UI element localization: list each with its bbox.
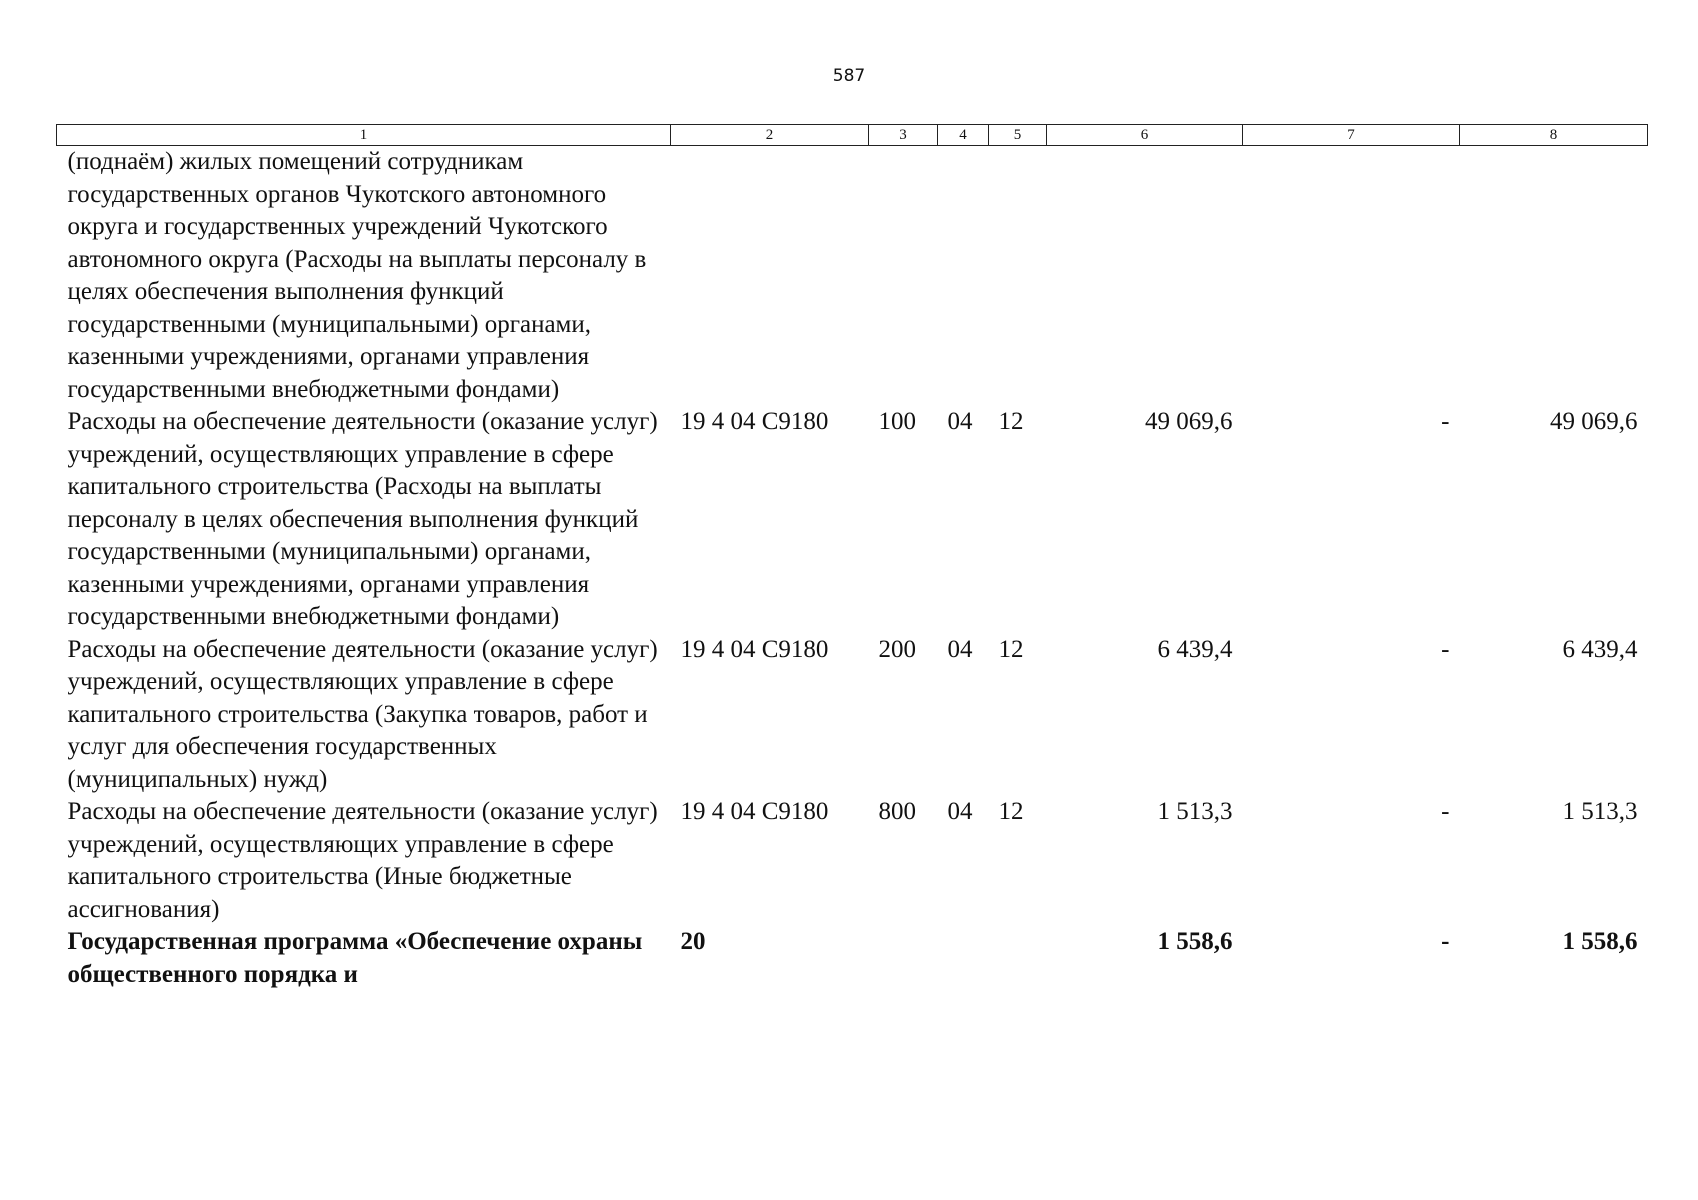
- section-cell: 04: [947, 635, 973, 663]
- change-cell: -: [1441, 635, 1450, 663]
- column-number-row: [57, 125, 1648, 146]
- total-cell: 1 558,6: [1562, 928, 1638, 955]
- expense-type-cell: [869, 926, 938, 991]
- column-number-header: 3: [869, 125, 938, 146]
- expense-type-cell: 100: [878, 408, 916, 435]
- column-number-header: 4: [938, 125, 989, 146]
- table-row-program: [57, 926, 1648, 991]
- table-row: [57, 634, 1648, 797]
- target-code-cell: [671, 146, 869, 407]
- budget-table: [56, 124, 1648, 991]
- table-row: [57, 796, 1648, 926]
- change-cell: -: [1441, 408, 1450, 435]
- target-code-cell: 19 4 04 С9180: [680, 798, 829, 825]
- expense-name-cell: Расходы на обеспечение деятельности (оказание услуг) учреждений, осуществляющих управление в сфере капитального строительства (Расходы на выплаты персоналу в целях обеспечения выполнения функций государственными (муниципальными) органами, казенными учреждениями, органами управления государственными внебюджетными фондами): [67, 408, 658, 630]
- amount-cell: 49 069,6: [1145, 408, 1233, 435]
- target-code-cell: 19 4 04 С9180: [680, 635, 829, 663]
- subsection-cell: 12: [998, 408, 1024, 435]
- total-cell: [1460, 146, 1648, 407]
- column-number-header: 7: [1243, 125, 1460, 146]
- table-row: [57, 406, 1648, 634]
- change-cell: -: [1441, 928, 1450, 955]
- section-cell: [938, 146, 989, 407]
- page-number: 587: [832, 66, 866, 86]
- amount-cell: 1 558,6: [1157, 928, 1233, 955]
- section-cell: 04: [947, 798, 973, 825]
- table-row: [57, 146, 1648, 407]
- column-number-header: 8: [1460, 125, 1648, 146]
- section-cell: [938, 926, 989, 991]
- target-code-cell: 20: [680, 928, 706, 955]
- expense-name-cell: Расходы на обеспечение деятельности (оказание услуг) учреждений, осуществляющих управление в сфере капитального строительства (Закупка товаров, работ и услуг для обеспечения государственных (муниципальных) нужд): [67, 635, 658, 793]
- column-number-header: 6: [1047, 125, 1243, 146]
- expense-name-cell: Государственная программа «Обеспечение охраны общественного порядка и: [67, 928, 643, 988]
- subsection-cell: [989, 926, 1047, 991]
- amount-cell: 1 513,3: [1157, 798, 1233, 825]
- expense-type-cell: 200: [878, 635, 916, 663]
- expense-name-cell: Расходы на обеспечение деятельности (оказание услуг) учреждений, осуществляющих управление в сфере капитального строительства (Иные бюджетные ассигнования): [67, 798, 658, 923]
- target-code-cell: 19 4 04 С9180: [680, 408, 829, 435]
- amount-cell: [1047, 146, 1243, 407]
- change-cell: [1243, 146, 1460, 407]
- total-cell: 49 069,6: [1550, 408, 1638, 435]
- expense-name-cell: (поднаём) жилых помещений сотрудникам государственных органов Чукотского автономного округа и государственных учреждений Чукотского автономного округа (Расходы на выплаты персоналу в целях обеспечения выполнения функций государственными (муниципальными) органами, казенными учреждениями, органами управления государственными внебюджетными фондами): [67, 148, 647, 403]
- subsection-cell: [989, 146, 1047, 407]
- column-number-header: 1: [57, 125, 671, 146]
- subsection-cell: 12: [998, 798, 1024, 825]
- change-cell: -: [1441, 798, 1450, 825]
- column-number-header: 2: [671, 125, 869, 146]
- expense-type-cell: [869, 146, 938, 407]
- amount-cell: 6 439,4: [1157, 635, 1233, 663]
- column-number-header: 5: [989, 125, 1047, 146]
- subsection-cell: 12: [998, 635, 1024, 663]
- expense-type-cell: 800: [878, 798, 916, 825]
- total-cell: 6 439,4: [1562, 635, 1638, 663]
- total-cell: 1 513,3: [1562, 798, 1638, 825]
- section-cell: 04: [947, 408, 973, 435]
